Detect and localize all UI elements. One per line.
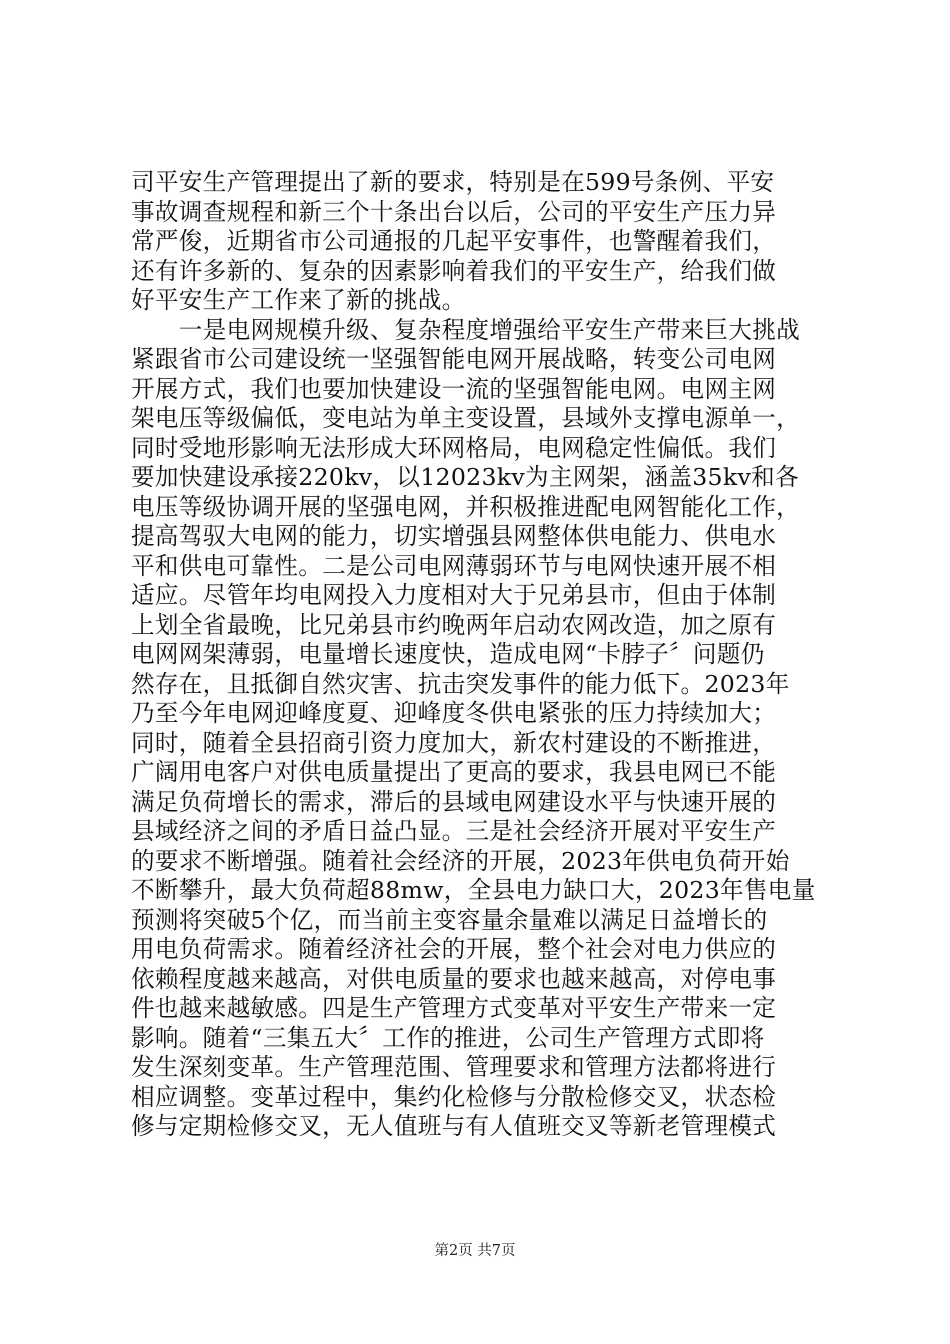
text-line: 件也越来越敏感。四是生产管理方式变革对平安生产带来一定 <box>131 994 777 1022</box>
text-line: 要加快建设承接220kv，以12023kv为主网架，涵盖35kv和各 <box>131 463 799 491</box>
text-line: 县域经济之间的矛盾日益凸显。三是社会经济开展对平安生产 <box>131 817 777 845</box>
text-line: 架电压等级偏低，变电站为单主变设置，县域外支撑电源单一， <box>131 404 801 432</box>
text-line: 不断攀升，最大负荷超88mw，全县电力缺口大，2023年售电量 <box>131 876 816 904</box>
text-line: 发生深刻变革。生产管理范围、管理要求和管理方法都将进行 <box>131 1053 777 1081</box>
text-line: 常严俊，近期省市公司通报的几起平安事件，也警醒着我们， <box>131 227 777 255</box>
text-line: 同时受地形影响无法形成大环网格局，电网稳定性偏低。我们 <box>131 433 777 462</box>
text-line: 满足负荷增长的需求，滞后的县域电网建设水平与快速开展的 <box>131 787 777 816</box>
text-line: 广阔用电客户对供电质量提出了更高的要求，我县电网已不能 <box>131 758 777 786</box>
text-line: 同时，随着全县招商引资力度加大，新农村建设的不断推进， <box>131 728 777 757</box>
text-line: 紧跟省市公司建设统一坚强智能电网开展战略，转变公司电网 <box>131 345 777 373</box>
text-line: 好平安生产工作来了新的挑战。 <box>131 286 466 314</box>
text-line: 影响。随着“三集五大〞工作的推进，公司生产管理方式即将 <box>131 1023 765 1052</box>
text-line: 适应。尽管年均电网投入力度相对大于兄弟县市，但由于体制 <box>131 581 777 609</box>
text-line: 一是电网规模升级、复杂程度增强给平安生产带来巨大挑战 <box>131 315 801 344</box>
text-line: 的要求不断增强。随着社会经济的开展，2023年供电负荷开始 <box>131 846 790 875</box>
text-line: 依赖程度越来越高，对供电质量的要求也越来越高，对停电事 <box>131 964 777 993</box>
text-line: 司平安生产管理提出了新的要求，特别是在599号条例、平安 <box>131 168 775 196</box>
text-line: 提高驾驭大电网的能力，切实增强县网整体供电能力、供电水 <box>131 522 777 550</box>
text-line: 相应调整。变革过程中，集约化检修与分散检修交叉，状态检 <box>131 1082 777 1111</box>
text-line: 预测将突破5个亿，而当前主变容量余量难以满足日益增长的 <box>131 905 768 934</box>
text-line: 然存在，且抵御自然灾害、抗击突发事件的能力低下。2023年 <box>131 669 790 698</box>
text-line: 还有许多新的、复杂的因素影响着我们的平安生产，给我们做 <box>131 256 777 285</box>
text-line: 电压等级协调开展的坚强电网，并积极推进配电网智能化工作， <box>131 492 801 521</box>
text-line: 开展方式，我们也要加快建设一流的坚强智能电网。电网主网 <box>131 374 777 403</box>
body-text <box>131 168 831 1142</box>
text-line: 平和供电可靠性。二是公司电网薄弱环节与电网快速开展不相 <box>131 551 777 580</box>
text-line: 电网网架薄弱，电量增长速度快，造成电网“卡脖子〞问题仍 <box>131 640 765 668</box>
text-line: 乃至今年电网迎峰度夏、迎峰度冬供电紧张的压力持续加大； <box>131 699 777 727</box>
text-line: 修与定期检修交叉，无人值班与有人值班交叉等新老管理模式 <box>131 1112 777 1140</box>
text-line: 事故调查规程和新三个十条出台以后，公司的平安生产压力异 <box>131 197 777 226</box>
text-line: 用电负荷需求。随着经济社会的开展，整个社会对电力供应的 <box>131 935 777 963</box>
page-footer: 第2页 共7页 <box>434 1243 516 1259</box>
text-line: 上划全省最晚，比兄弟县市约晚两年启动农网改造，加之原有 <box>131 610 777 639</box>
